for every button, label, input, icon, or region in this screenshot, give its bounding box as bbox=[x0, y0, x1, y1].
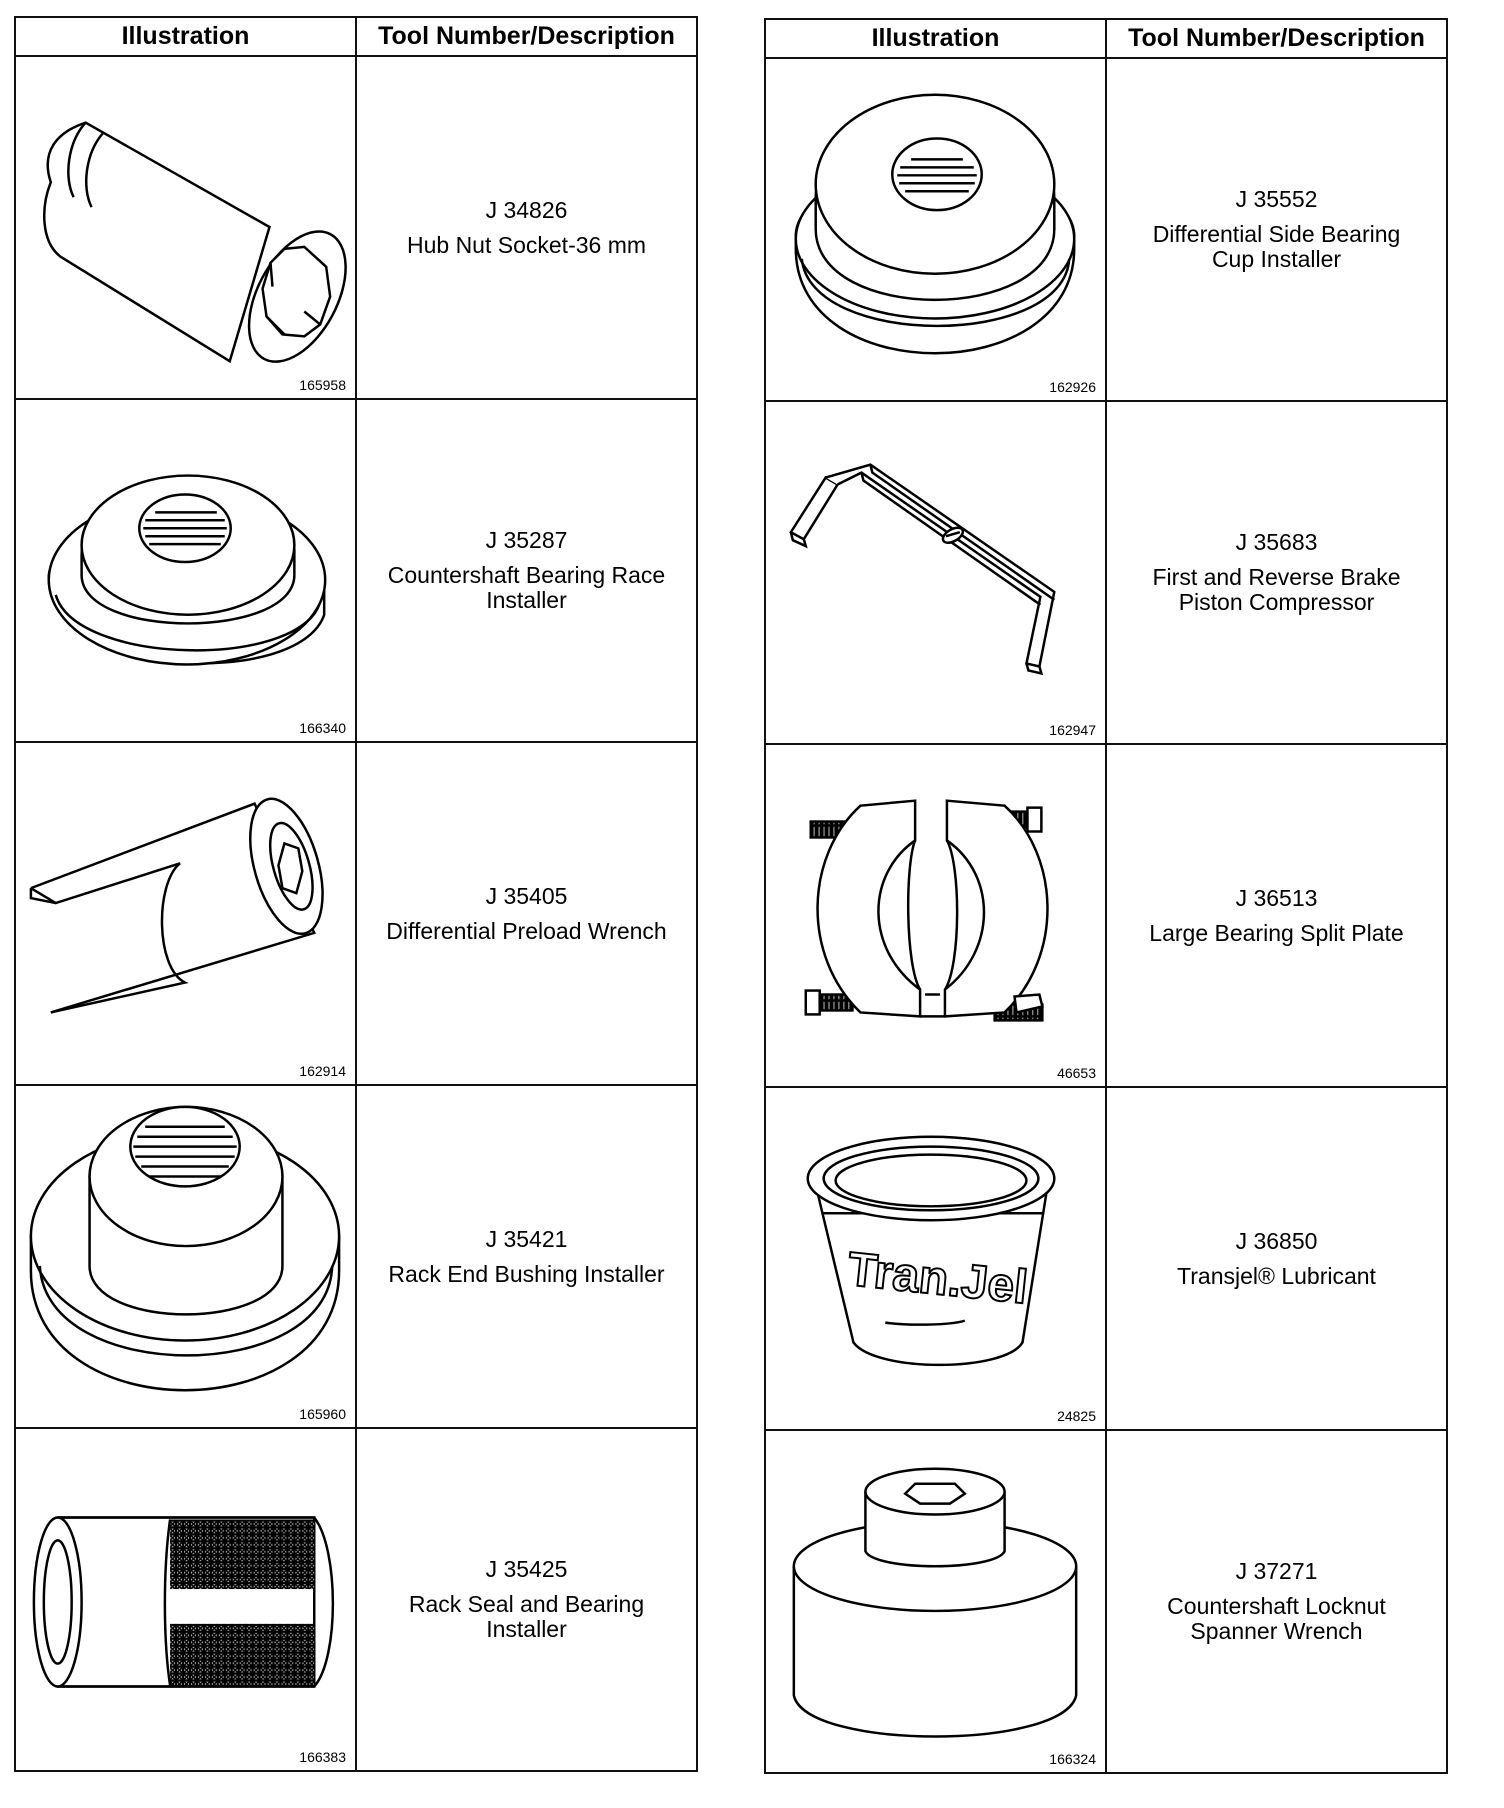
spanner-wrench-illustration bbox=[766, 1431, 1105, 1772]
tool-description: Countershaft Locknut Spanner Wrench bbox=[1167, 1593, 1386, 1644]
table-row bbox=[765, 401, 1447, 744]
tool-description: Transjel® Lubricant bbox=[1177, 1262, 1376, 1289]
tool-description: Differential Preload Wrench bbox=[386, 917, 667, 944]
tool-description-header: Tool Number/Description bbox=[356, 17, 697, 56]
tool-description-header: Tool Number/Description bbox=[1106, 19, 1447, 58]
tool-table-right bbox=[764, 18, 1448, 1774]
figure-number: 162926 bbox=[1049, 379, 1096, 395]
table-row bbox=[15, 1428, 697, 1771]
tool-number: J 35683 bbox=[1235, 529, 1318, 555]
table-row bbox=[765, 1087, 1447, 1430]
description-cell bbox=[356, 1085, 697, 1428]
illustration-cell bbox=[765, 1430, 1106, 1773]
tool-description: Rack End Bushing Installer bbox=[388, 1260, 665, 1287]
split-plate-illustration bbox=[766, 745, 1105, 1086]
description-cell bbox=[356, 1428, 697, 1771]
tool-description: Countershaft Bearing Race Installer bbox=[387, 562, 666, 613]
description-cell bbox=[1106, 744, 1447, 1087]
bearing-race-installer-illustration bbox=[16, 400, 355, 741]
illustration-cell bbox=[765, 744, 1106, 1087]
transjel-container-illustration bbox=[766, 1088, 1105, 1429]
tool-description: Rack Seal and Bearing Installer bbox=[408, 1591, 645, 1642]
rack-seal-installer-illustration bbox=[16, 1429, 355, 1770]
preload-wrench-illustration bbox=[16, 743, 355, 1084]
illustration-cell bbox=[765, 1087, 1106, 1430]
illustration-cell bbox=[15, 56, 356, 399]
tool-number: J 35421 bbox=[485, 1225, 568, 1252]
figure-number: 46653 bbox=[1057, 1065, 1096, 1081]
tool-description: Hub Nut Socket-36 mm bbox=[406, 231, 647, 258]
table-row bbox=[15, 399, 697, 742]
tool-number: J 35287 bbox=[485, 527, 568, 553]
rack-bushing-installer-illustration bbox=[16, 1086, 355, 1427]
table-row bbox=[15, 1085, 697, 1428]
tool-number: J 37271 bbox=[1235, 1558, 1318, 1584]
hub-nut-socket-illustration bbox=[16, 57, 355, 398]
description-cell bbox=[356, 742, 697, 1085]
table-header-row bbox=[15, 17, 697, 56]
tool-number: J 34826 bbox=[485, 196, 568, 223]
illustration-header: Illustration bbox=[765, 19, 1106, 58]
illustration-cell bbox=[15, 742, 356, 1085]
tool-number: J 36850 bbox=[1235, 1227, 1318, 1254]
table-row bbox=[765, 744, 1447, 1087]
table-row bbox=[15, 742, 697, 1085]
figure-number: 162947 bbox=[1049, 722, 1096, 738]
table-row bbox=[765, 58, 1447, 401]
tool-description: First and Reverse Brake Piston Compressor bbox=[1152, 564, 1401, 615]
tool-number: J 35425 bbox=[485, 1556, 568, 1582]
table-header-row bbox=[765, 19, 1447, 58]
illustration-cell bbox=[15, 1085, 356, 1428]
tool-description: Differential Side Bearing Cup Installer bbox=[1152, 221, 1401, 272]
figure-number: 24825 bbox=[1057, 1408, 1096, 1424]
tool-table-left bbox=[14, 16, 698, 1772]
figure-number: 166383 bbox=[299, 1749, 346, 1765]
figure-number: 166340 bbox=[299, 720, 346, 736]
description-cell bbox=[1106, 401, 1447, 744]
figure-number: 165960 bbox=[299, 1406, 346, 1422]
table-row bbox=[15, 56, 697, 399]
description-cell bbox=[356, 399, 697, 742]
piston-compressor-illustration bbox=[766, 402, 1105, 743]
tool-number: J 35405 bbox=[485, 882, 568, 909]
illustration-cell bbox=[15, 1428, 356, 1771]
description-cell bbox=[1106, 1430, 1447, 1773]
description-cell bbox=[1106, 1087, 1447, 1430]
illustration-cell bbox=[765, 401, 1106, 744]
tool-description: Large Bearing Split Plate bbox=[1149, 919, 1404, 946]
figure-number: 162914 bbox=[299, 1063, 346, 1079]
table-row bbox=[765, 1430, 1447, 1773]
tool-number: J 36513 bbox=[1235, 884, 1318, 911]
figure-number: 166324 bbox=[1049, 1751, 1096, 1767]
description-cell bbox=[356, 56, 697, 399]
illustration-cell bbox=[765, 58, 1106, 401]
description-cell bbox=[1106, 58, 1447, 401]
figure-number: 165958 bbox=[299, 377, 346, 393]
product-label: Tran.Jel bbox=[845, 1242, 1031, 1315]
tool-number: J 35552 bbox=[1235, 186, 1318, 212]
bearing-cup-installer-illustration bbox=[766, 59, 1105, 400]
illustration-cell bbox=[15, 399, 356, 742]
illustration-header: Illustration bbox=[15, 17, 356, 56]
